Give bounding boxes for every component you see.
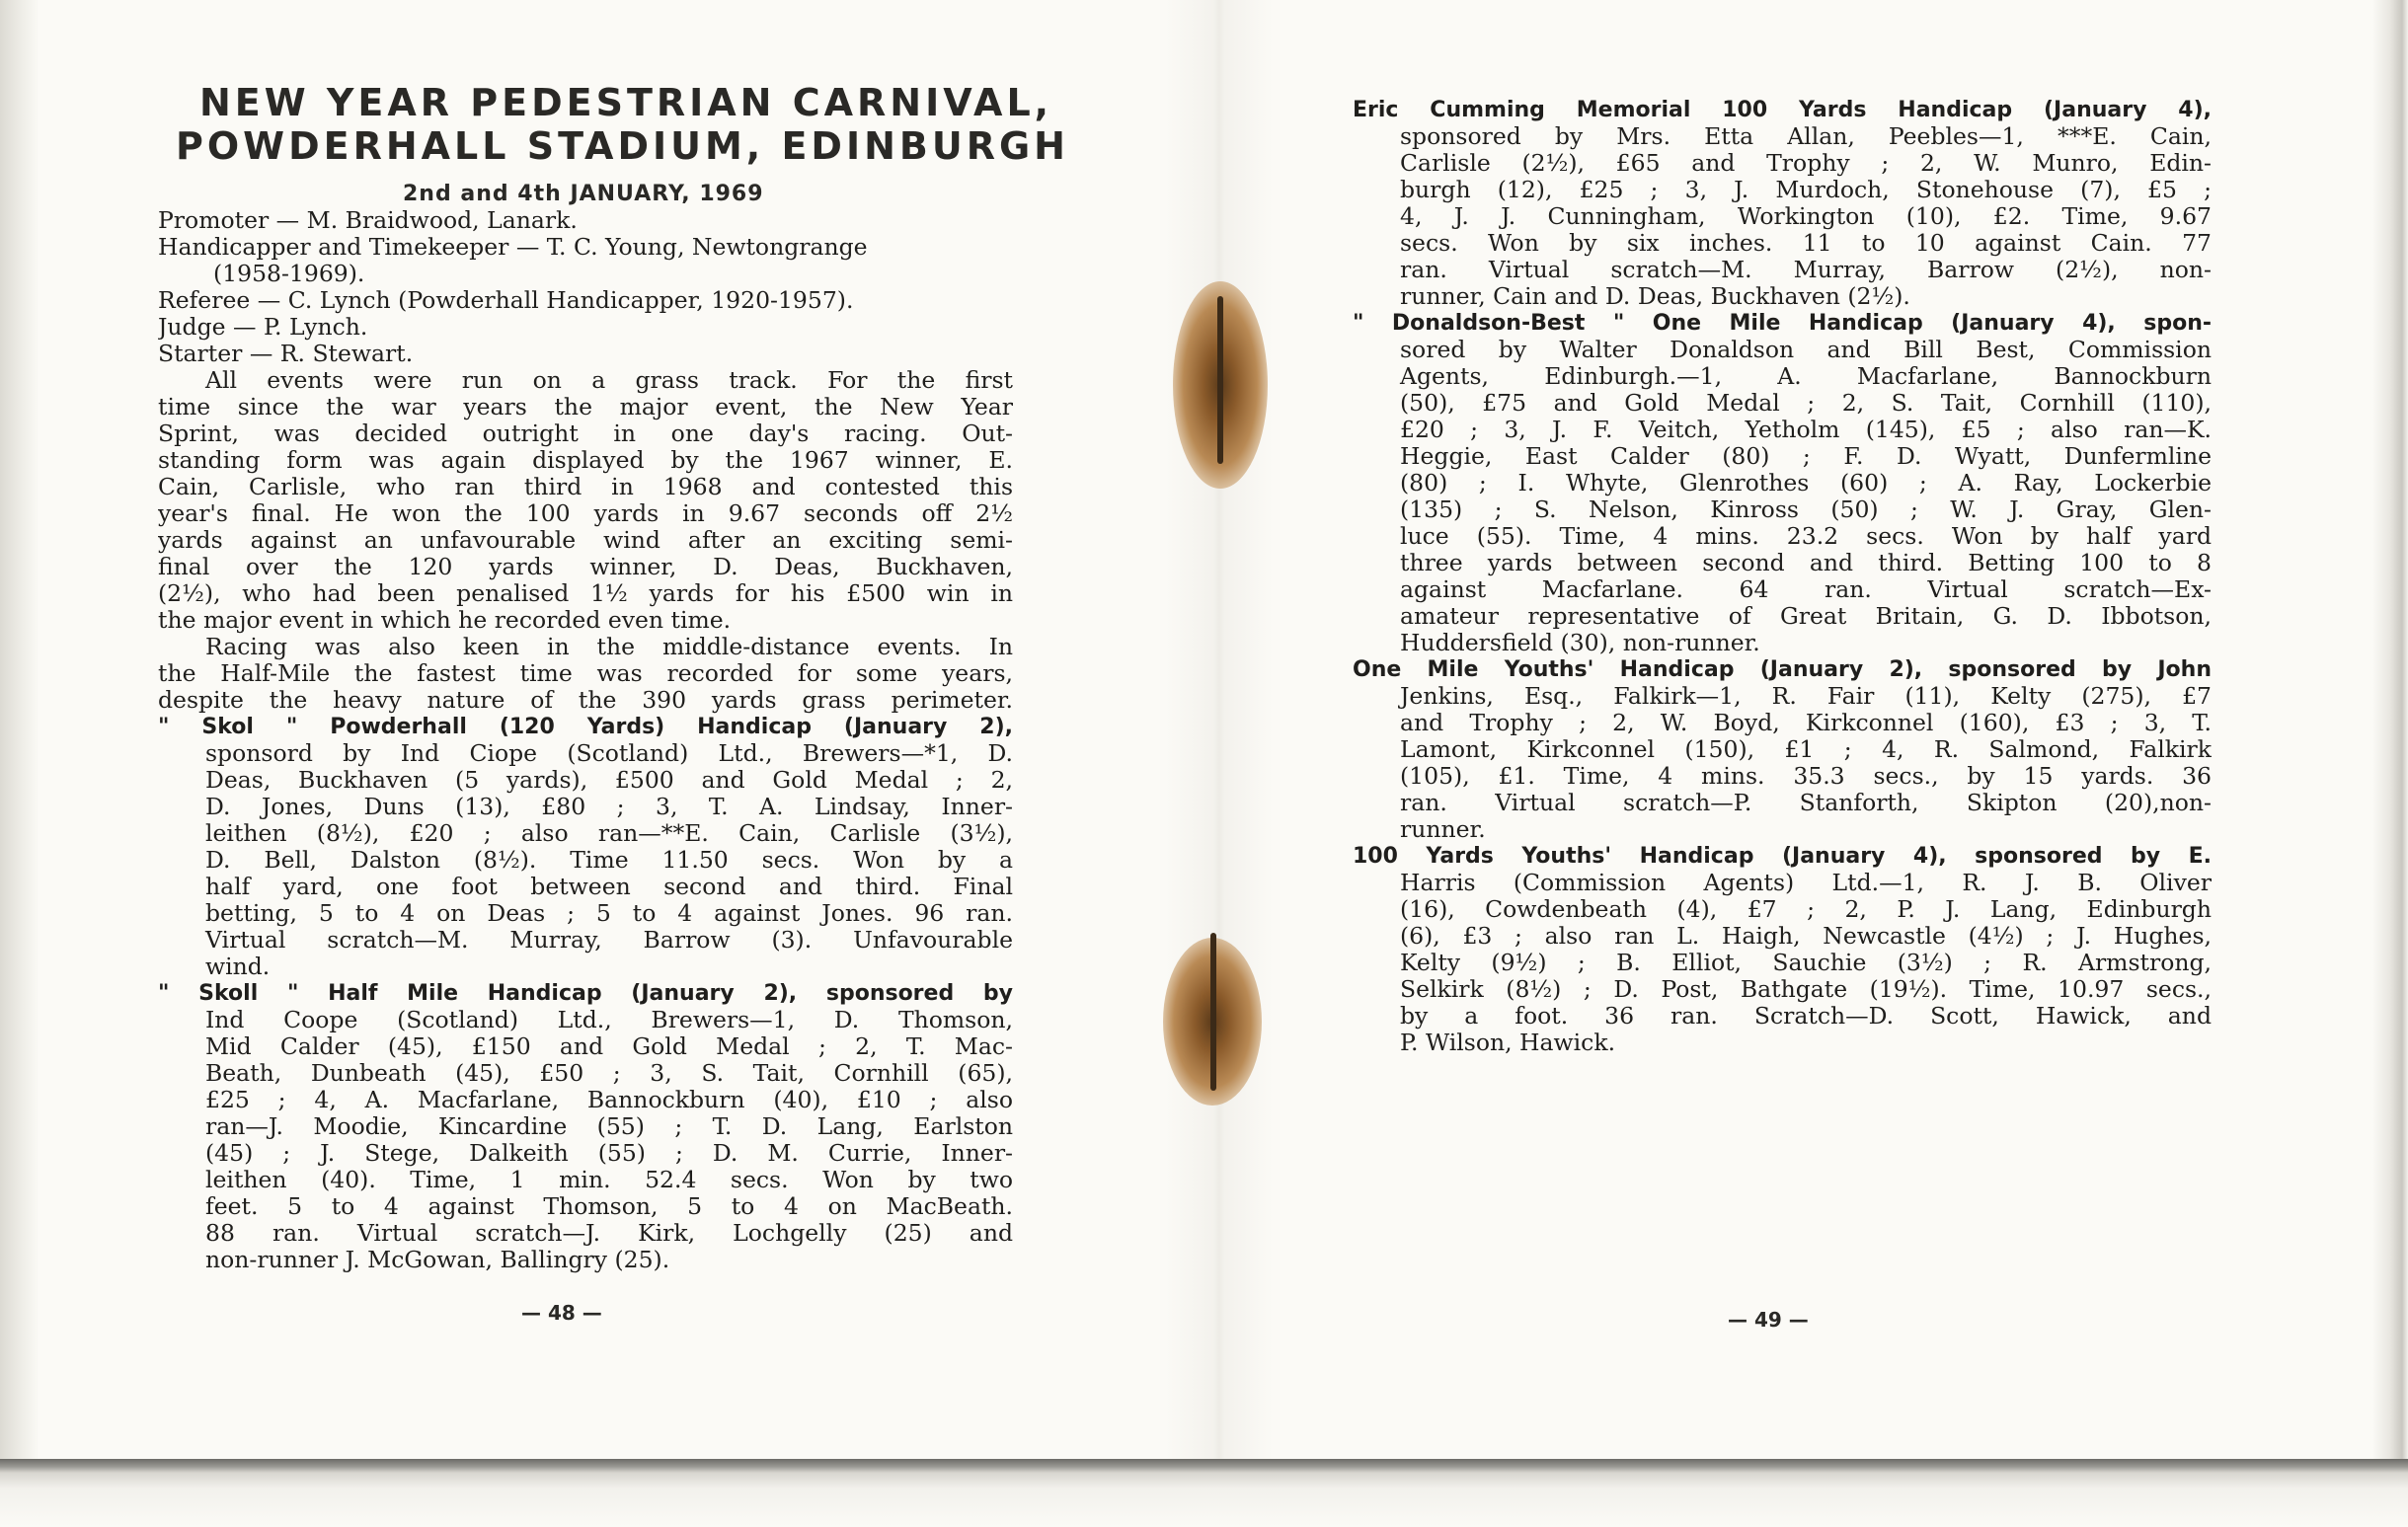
page-number: — 48 — [521,1301,602,1325]
text-line: sored by Walter Donaldson and Bill Best, Commission [1400,337,2212,363]
text-line: Kelty (9½) ; B. Elliot, Sauchie (3½) ; R. Armstrong, [1400,950,2212,976]
text-line: and Trophy ; 2, W. Boyd, Kirkconnel (160), £3 ; 3, T. [1400,710,2212,736]
book-gutter [1165,0,1274,1461]
left-page-text [158,207,1013,1273]
text-line: (16), Cowdenbeath (4), £7 ; 2, P. J. Lang, Edinburgh [1400,896,2212,923]
text-line: the Half-Mile the fastest time was recorded for some years, [158,660,1013,687]
text-line: sponsord by Ind Ciope (Scotland) Ltd., Brewers—*1, D. [205,740,1013,767]
text-line: 88 ran. Virtual scratch—J. Kirk, Lochgelly (25) and [205,1220,1013,1247]
text-line: (50), £75 and Gold Medal ; 2, S. Tait, Cornhill (110), [1400,390,2212,417]
text-line: Ind Coope (Scotland) Ltd., Brewers—1, D. Thomson, [205,1007,1013,1033]
text-line: (135) ; S. Nelson, Kinross (50) ; W. J. Gray, Glen- [1400,496,2212,523]
text-line: Heggie, East Calder (80) ; F. D. Wyatt, Dunfermline [1400,443,2212,470]
text-line: feet. 5 to 4 against Thomson, 5 to 4 on MacBeath. [205,1193,1013,1220]
text-line: Judge — P. Lynch. [158,314,368,341]
text-line: Carlisle (2½), £65 and Trophy ; 2, W. Munro, Edin- [1400,150,2212,177]
text-line: P. Wilson, Hawick. [1400,1030,1616,1056]
page-title-line-2: POWDERHALL STADIUM, EDINBURGH [176,124,1069,168]
text-line: D. Bell, Dalston (8½). Time 11.50 secs. Won by a [205,847,1013,874]
right-page-edge [2372,0,2408,1481]
staple-upper [1217,296,1223,464]
text-line: ran—J. Moodie, Kincardine (55) ; T. D. Lang, Earlston [205,1113,1013,1140]
text-line: Selkirk (8½) ; D. Post, Bathgate (19½). Time, 10.97 secs., [1400,976,2212,1003]
text-line: (1958-1969). [213,261,365,287]
race-heading-line: Eric Cumming Memorial 100 Yards Handicap (January 4), [1353,98,2212,122]
text-line: £20 ; 3, J. F. Veitch, Yetholm (145), £5 ; also ran—K. [1400,417,2212,443]
text-line: Cain, Carlisle, who ran third in 1968 and contested this [158,474,1013,500]
left-page-edge [0,0,39,1527]
page-number: — 49 — [1728,1308,1809,1332]
text-line: (80) ; I. Whyte, Glenrothes (60) ; A. Ray, Lockerbie [1400,470,2212,496]
text-line: non-runner J. McGowan, Ballingry (25). [205,1247,670,1273]
text-line: (6), £3 ; also ran L. Haigh, Newcastle (4½) ; J. Hughes, [1400,923,2212,950]
text-line: Mid Calder (45), £150 and Gold Medal ; 2, T. Mac- [205,1033,1013,1060]
text-line: amateur representative of Great Britain, G. D. Ibbotson, [1400,603,2212,630]
text-line: leithen (8½), £20 ; also ran—**E. Cain, Carlisle (3½), [205,820,1013,847]
text-line: Racing was also keen in the middle-distance events. In [205,634,1013,660]
race-heading-line: " Skol " Powderhall (120 Yards) Handicap (January 2), [158,715,1013,739]
race-heading-line: " Skoll " Half Mile Handicap (January 2), sponsored by [158,981,1013,1006]
race-heading-line: 100 Yards Youths' Handicap (January 4), sponsored by E. [1353,844,2212,869]
text-line: Virtual scratch—M. Murray, Barrow (3). Unfavourable [205,927,1013,954]
text-line: betting, 5 to 4 on Deas ; 5 to 4 against Jones. 96 ran. [205,900,1013,927]
text-line: Deas, Buckhaven (5 yards), £500 and Gold Medal ; 2, [205,767,1013,794]
text-line: secs. Won by six inches. 11 to 10 against Cain. 77 [1400,230,2212,257]
text-line: (45) ; J. Stege, Dalkeith (55) ; D. M. Currie, Inner- [205,1140,1013,1167]
event-dates: 2nd and 4th JANUARY, 1969 [403,182,764,206]
text-line: Starter — R. Stewart. [158,341,414,367]
text-line: leithen (40). Time, 1 min. 52.4 secs. Won by two [205,1167,1013,1193]
text-line: Sprint, was decided outright in one day's racing. Out- [158,420,1013,447]
text-line: 4, J. J. Cunningham, Workington (10), £2. Time, 9.67 [1400,203,2212,230]
race-heading-line: One Mile Youths' Handicap (January 2), sponsored by John [1353,657,2212,682]
text-line: Lamont, Kirkconnel (150), £1 ; 4, R. Salmond, Falkirk [1400,736,2212,763]
text-line: Agents, Edinburgh.—1, A. Macfarlane, Bannockburn [1400,363,2212,390]
page-title-line-1: NEW YEAR PEDESTRIAN CARNIVAL, [199,81,1053,124]
text-line: runner, Cain and D. Deas, Buckhaven (2½). [1400,283,1910,310]
text-line: ran. Virtual scratch—P. Stanforth, Skipton (20),non- [1400,790,2212,816]
text-line: the major event in which he recorded even time. [158,607,732,634]
text-line: (105), £1. Time, 4 mins. 35.3 secs., by 15 yards. 36 [1400,763,2212,790]
text-line: Referee — C. Lynch (Powderhall Handicapper, 1920-1957). [158,287,854,314]
text-line: Jenkins, Esq., Falkirk—1, R. Fair (11), Kelty (275), £7 [1400,683,2212,710]
text-line: three yards between second and third. Betting 100 to 8 [1400,550,2212,576]
text-line: standing form was again displayed by the 1967 winner, E. [158,447,1013,474]
text-line: half yard, one foot between second and third. Final [205,874,1013,900]
text-line: final over the 120 yards winner, D. Deas, Buckhaven, [158,554,1013,580]
race-heading-line: " Donaldson-Best " One Mile Handicap (January 4), spon- [1353,311,2212,336]
text-line: burgh (12), £25 ; 3, J. Murdoch, Stonehouse (7), £5 ; [1400,177,2212,203]
right-page-text [1353,97,2212,1056]
text-line: sponsored by Mrs. Etta Allan, Peebles—1, ***E. Cain, [1400,123,2212,150]
text-line: wind. [205,954,271,980]
text-line: Beath, Dunbeath (45), £50 ; 3, S. Tait, Cornhill (65), [205,1060,1013,1087]
staple-lower [1210,933,1216,1091]
text-line: Harris (Commission Agents) Ltd.—1, R. J. B. Oliver [1400,870,2212,896]
text-line: against Macfarlane. 64 ran. Virtual scratch—Ex- [1400,576,2212,603]
text-line: luce (55). Time, 4 mins. 23.2 secs. Won by half yard [1400,523,2212,550]
bottom-page-edges [0,1459,2408,1527]
text-line: by a foot. 36 ran. Scratch—D. Scott, Hawick, and [1400,1003,2212,1030]
text-line: ran. Virtual scratch—M. Murray, Barrow (2½), non- [1400,257,2212,283]
text-line: yards against an unfavourable wind after an exciting semi- [158,527,1013,554]
text-line: £25 ; 4, A. Macfarlane, Bannockburn (40), £10 ; also [205,1087,1013,1113]
text-line: Promoter — M. Braidwood, Lanark. [158,207,578,234]
text-line: D. Jones, Duns (13), £80 ; 3, T. A. Lindsay, Inner- [205,794,1013,820]
text-line: Huddersfield (30), non-runner. [1400,630,1760,656]
text-line: runner. [1400,816,1486,843]
text-line: Handicapper and Timekeeper — T. C. Young, Newtongrange [158,234,868,261]
text-line: (2½), who had been penalised 1½ yards for his £500 win in [158,580,1013,607]
text-line: time since the war years the major event, the New Year [158,394,1013,420]
text-line: All events were run on a grass track. For the first [205,367,1013,394]
text-line: despite the heavy nature of the 390 yards grass perimeter. [158,687,1013,714]
text-line: year's final. He won the 100 yards in 9.67 seconds off 2½ [158,500,1013,527]
